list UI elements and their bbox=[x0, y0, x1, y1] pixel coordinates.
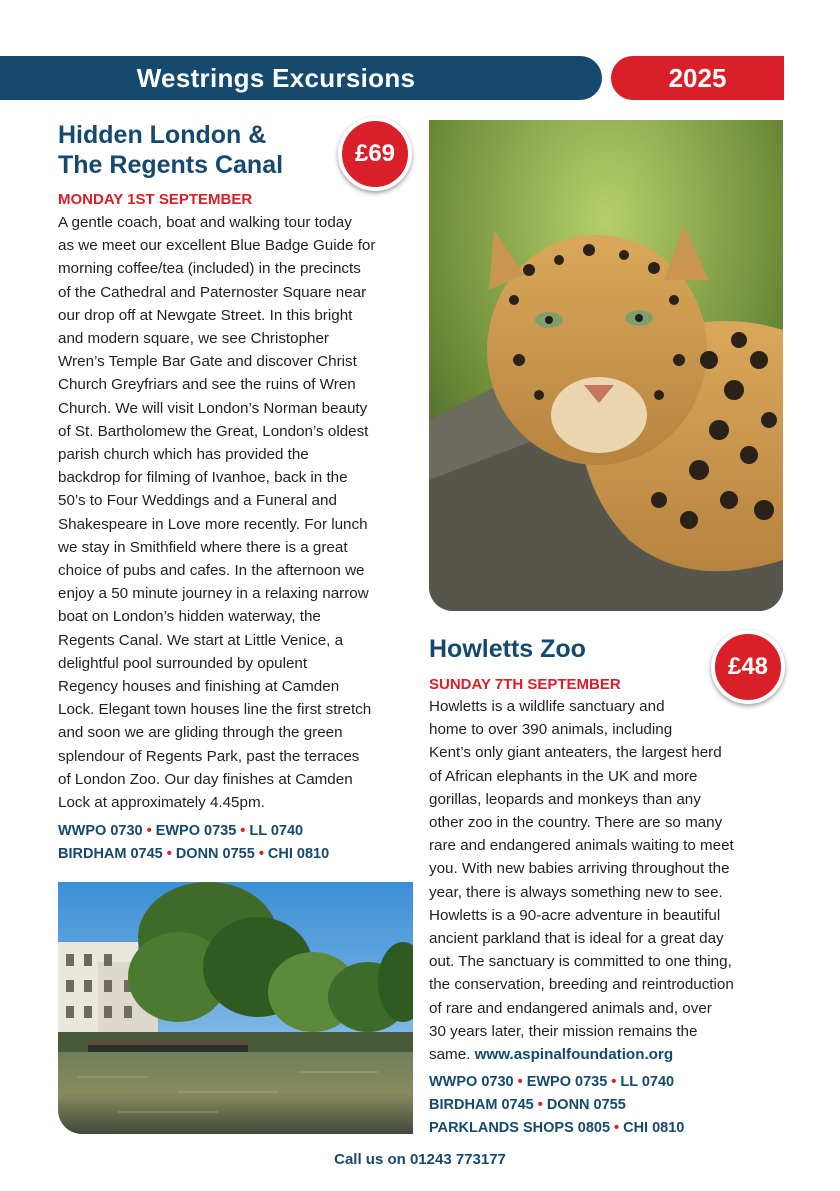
body-line: other zoo in the country. There are so many bbox=[429, 814, 723, 832]
pickup-point: CHI 0810 bbox=[267, 846, 330, 862]
separator-dot-icon: • bbox=[146, 823, 152, 839]
header-year: 2025 bbox=[611, 56, 784, 100]
pickup-point: WWPO 0730 bbox=[58, 823, 143, 839]
body-line: Shakespeare in Love more recently. For lunch bbox=[58, 515, 368, 533]
tour2-price-badge: £48 bbox=[711, 630, 785, 704]
pickup-row bbox=[58, 820, 329, 843]
body-line: out. The sanctuary is committed to one thing, bbox=[429, 953, 732, 971]
body-line: home to over 390 animals, including bbox=[429, 721, 673, 739]
pickup-point: EWPO 0735 bbox=[526, 1074, 608, 1090]
tour1-pickup-points bbox=[58, 820, 329, 866]
pickup-row bbox=[58, 843, 329, 866]
body-line: parish church which has provided the bbox=[58, 446, 309, 464]
separator-dot-icon: • bbox=[614, 1120, 620, 1136]
tour2-description-lines bbox=[429, 695, 789, 1043]
pickup-point: CHI 0810 bbox=[623, 1120, 685, 1136]
body-line: and soon we are gliding through the green bbox=[58, 724, 343, 742]
tour1-price-badge: £69 bbox=[338, 117, 412, 191]
tour1-date: MONDAY 1ST SEPTEMBER bbox=[58, 191, 253, 208]
body-line: Church. We will visit London’s Norman beauty bbox=[58, 399, 368, 417]
regents-canal-photo bbox=[58, 882, 413, 1134]
body-line: of London Zoo. Our day finishes at Camden bbox=[58, 770, 353, 788]
body-line: Church Greyfriars and see the ruins of Wren bbox=[58, 376, 356, 394]
pickup-point: LL 0740 bbox=[249, 823, 304, 839]
body-line: ancient parkland that is ideal for a great day bbox=[429, 930, 724, 948]
body-line: gorillas, leopards and monkeys than any bbox=[429, 790, 701, 808]
tour1-description bbox=[58, 211, 418, 814]
pickup-row bbox=[429, 1071, 684, 1094]
body-line: delightful pool surrounded by opulent bbox=[58, 654, 308, 672]
body-line: splendour of Regents Park, past the terraces bbox=[58, 747, 360, 765]
body-line: the conservation, breeding and reintroduction bbox=[429, 976, 734, 994]
pickup-point: DONN 0755 bbox=[175, 846, 255, 862]
tour2-pickup-points bbox=[429, 1071, 684, 1140]
pickup-row bbox=[429, 1094, 684, 1117]
body-line: our drop off at Newgate Street. In this bright bbox=[58, 306, 353, 324]
tour1-title-line2: The Regents Canal bbox=[58, 151, 284, 179]
body-line: and modern square, we see Christopher bbox=[58, 330, 329, 348]
aspinal-foundation-link[interactable]: www.aspinalfoundation.org bbox=[474, 1046, 674, 1064]
leopard-photo bbox=[429, 120, 783, 611]
body-line: backdrop for filming of Ivanhoe, back in the bbox=[58, 469, 348, 487]
body-line: A gentle coach, boat and walking tour today bbox=[58, 214, 352, 231]
body-line: as we meet our excellent Blue Badge Guide for bbox=[58, 237, 376, 255]
body-line: 50’s to Four Weddings and a Funeral and bbox=[58, 492, 337, 510]
body-line: choice of pubs and cafes. In the afternoon we bbox=[58, 562, 365, 580]
body-line: rare and endangered animals waiting to meet bbox=[429, 837, 734, 855]
footer-phone: Call us on 01243 773177 bbox=[334, 1151, 506, 1168]
body-line: Regency houses and finishing at Camden bbox=[58, 678, 340, 696]
header-title: Westrings Excursions bbox=[136, 63, 416, 93]
pickup-point: BIRDHAM 0745 bbox=[58, 846, 163, 862]
tour2-description-end: same. bbox=[429, 1046, 471, 1064]
pickup-point: BIRDHAM 0745 bbox=[429, 1097, 534, 1113]
tour1-title bbox=[58, 120, 283, 180]
body-line: 30 years later, their mission remains the bbox=[429, 1022, 698, 1040]
pickup-point: PARKLANDS SHOPS 0805 bbox=[429, 1120, 611, 1136]
pickup-point: EWPO 0735 bbox=[155, 823, 237, 839]
body-line: of the Cathedral and Paternoster Square near bbox=[58, 283, 367, 301]
body-line: boat on London’s hidden waterway, the bbox=[58, 608, 321, 626]
tour1-title-line1: Hidden London & bbox=[58, 121, 267, 149]
separator-dot-icon: • bbox=[611, 1074, 617, 1090]
pickup-point: LL 0740 bbox=[620, 1074, 675, 1090]
tour2-date: SUNDAY 7TH SEPTEMBER bbox=[429, 676, 621, 693]
separator-dot-icon: • bbox=[166, 846, 172, 862]
body-line: of African elephants in the UK and more bbox=[429, 767, 698, 785]
body-line: Lock at approximately 4.45pm. bbox=[58, 794, 265, 812]
pickup-point: DONN 0755 bbox=[546, 1097, 626, 1113]
body-line: Howletts is a wildlife sanctuary and bbox=[429, 698, 665, 715]
body-line: year, there is always something new to see. bbox=[429, 883, 723, 901]
body-line: Howletts is a 90-acre adventure in beautiful bbox=[429, 906, 721, 924]
body-line: morning coffee/tea (included) in the precincts bbox=[58, 260, 361, 278]
body-line: enjoy a 50 minute journey in a relaxing narrow bbox=[58, 585, 369, 603]
separator-dot-icon: • bbox=[240, 823, 246, 839]
body-line: Wren’s Temple Bar Gate and discover Christ bbox=[58, 353, 357, 371]
body-line: Regents Canal. We start at Little Venice, a bbox=[58, 631, 344, 649]
body-line: you. With new babies arriving throughout the bbox=[429, 860, 730, 878]
tour2-title: Howletts Zoo bbox=[429, 635, 586, 663]
pickup-row bbox=[429, 1117, 684, 1140]
separator-dot-icon: • bbox=[258, 846, 264, 862]
body-line: Kent’s only giant anteaters, the largest herd bbox=[429, 744, 722, 762]
tour2-description-last-line bbox=[429, 1043, 789, 1066]
body-line: Lock. Elegant town houses line the first stretch bbox=[58, 701, 372, 719]
body-line: of St. Bartholomew the Great, London’s oldest bbox=[58, 422, 369, 440]
tour2-description bbox=[429, 695, 789, 1066]
separator-dot-icon: • bbox=[537, 1097, 543, 1113]
separator-dot-icon: • bbox=[517, 1074, 523, 1090]
pickup-point: WWPO 0730 bbox=[429, 1074, 514, 1090]
body-line: of rare and endangered animals and, over bbox=[429, 999, 712, 1017]
body-line: we stay in Smithfield where there is a great bbox=[58, 538, 348, 556]
